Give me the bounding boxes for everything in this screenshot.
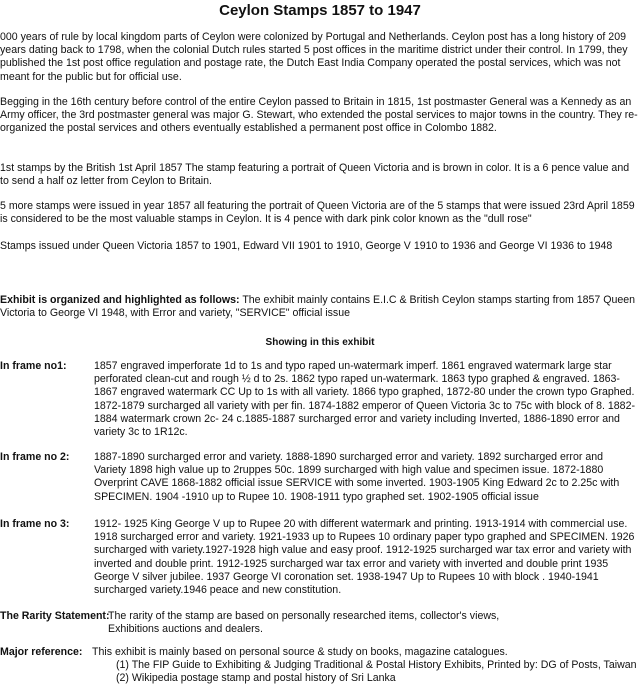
rarity-label: The Rarity Statement: (0, 610, 110, 622)
reference-label: Major reference: (0, 646, 83, 658)
frame-3-text: 1912- 1925 King George V up to Rupee 20 with different watermark and printing. 1913-1914 with commercial use. 1918 surcharged error and variety. 1921-1933 up to Rupees 10 ordinary paper typo graphed and SPECIMEN. 1926 surcharged with variety.1927-1928 high value and easy proof. 1912-1925 surcharged war tax error and variety with inverted and double print. 1912-1925 surcharged war tax error and variety with inverted and double print 1935 George V silver jubilee. 1937 George VI coronation set. 1938-1947 Up to Rupees 10 with block . 1940-1941 surcharged variety.1946 peace and new constitution. (94, 518, 635, 597)
intro-paragraph-3: 1st stamps by the British 1st April 1857 The stamp featuring a portrait of Queen Victoria and is brown in color. It is a 6 pence value and to send a half oz letter from Ceylon to Britain. (0, 162, 630, 188)
intro-paragraph-2: Begging in the 16th century before control of the entire Ceylon passed to Britain in 1815, 1st postmaster General was a Kennedy as an Army officer, the 3rd postmaster general was major G. Stewart, who extended the postal services to major towns in the country. They re-organized the postal services and others eventually established a permanent post office in Colombo 1882. (0, 96, 638, 135)
reference-item-1: (1) The FIP Guide to Exhibiting & Judging Traditional & Postal History Exhibits, Printed by: DG of Posts, Taiwan (116, 659, 637, 671)
frame-3-label: In frame no 3: (0, 518, 70, 530)
rarity-text: The rarity of the stamp are based on personally researched items, collector's views, Exhibitions auctions and dealers. (108, 610, 500, 636)
exhibit-label: Exhibit is organized and highlighted as follows: (0, 294, 240, 306)
reference-item-2: (2) Wikipedia postage stamp and postal history of Sri Lanka (116, 672, 396, 684)
page-title: Ceylon Stamps 1857 to 1947 (219, 2, 421, 19)
frame-1-label: In frame no1: (0, 360, 67, 372)
exhibit-text: The exhibit mainly contains E.I.C & British Ceylon stamps starting from 1857 Queen Victoria to George VI 1948, with Error and variety, "SERVICE" official issue (0, 294, 636, 320)
frame-2-label: In frame no 2: (0, 451, 70, 463)
reference-text: This exhibit is mainly based on personal source & study on books, magazine catalogues. (92, 646, 508, 658)
frame-1-text: 1857 engraved imperforate 1d to 1s and typo raped un-watermark imperf. 1861 engraved watermark large star perforated clean-cut and rough ½ d to 2s. 1862 typo raped un-watermark. 1863 typo graphed & engraved. 1863-1867 engraved watermark CC Up to 1s with all variety. 1866 typo graphed, 1872-80 under the crown typo Graphed. 1872-1879 surcharged all variety with per fin. 1874-1882 emperor of Queen Victoria 3c to 75c with block of 8. 1882-1884 watermark crown 2c- 24 c.1885-1887 surcharged error and variety including Inverted, 1886-1890 error and variety 3c to 1R12c. (94, 360, 635, 439)
intro-paragraph-1: 000 years of rule by local kingdom parts of Ceylon were colonized by Portugal and Netherlands. Ceylon post has a long history of 209 years dating back to 1798, when the colonial Dutch rules started 5 post offices in the maritime district under their control. In 1799, they published the 1st post office regulation and postage rate, the Dutch East India Company operated the postal services, which was not meant for the public but for official use. (0, 31, 628, 83)
showing-heading: Showing in this exhibit (265, 337, 375, 348)
exhibit-statement (0, 294, 640, 320)
intro-paragraph-4: 5 more stamps were issued in year 1857 all featuring the portrait of Queen Victoria are of the 5 stamps that were issued 23rd April 1859 is considered to be the most valuable stamps in Ceylon. It is 4 pence with dark pink color known as the "dull rose" (0, 200, 635, 226)
intro-paragraph-5: Stamps issued under Queen Victoria 1857 to 1901, Edward VII 1901 to 1910, George V 1910 to 1936 and George VI 1936 to 1948 (0, 240, 613, 252)
frame-2-text: 1887-1890 surcharged error and variety. 1888-1890 surcharged error and variety. 1892 surcharged error and Variety 1898 high value up to 2ruppes 50c. 1899 surcharged with high value and specimen issue. 1872-1880 Overprint CAVE 1868-1882 official issue SERVICE with some inverted. 1903-1905 King Edward 2c to 2.25c with SPECIMEN. 1904 -1910 up to Rupee 10. 1908-1911 typo graphed set. 1902-1905 official issue (94, 451, 620, 503)
